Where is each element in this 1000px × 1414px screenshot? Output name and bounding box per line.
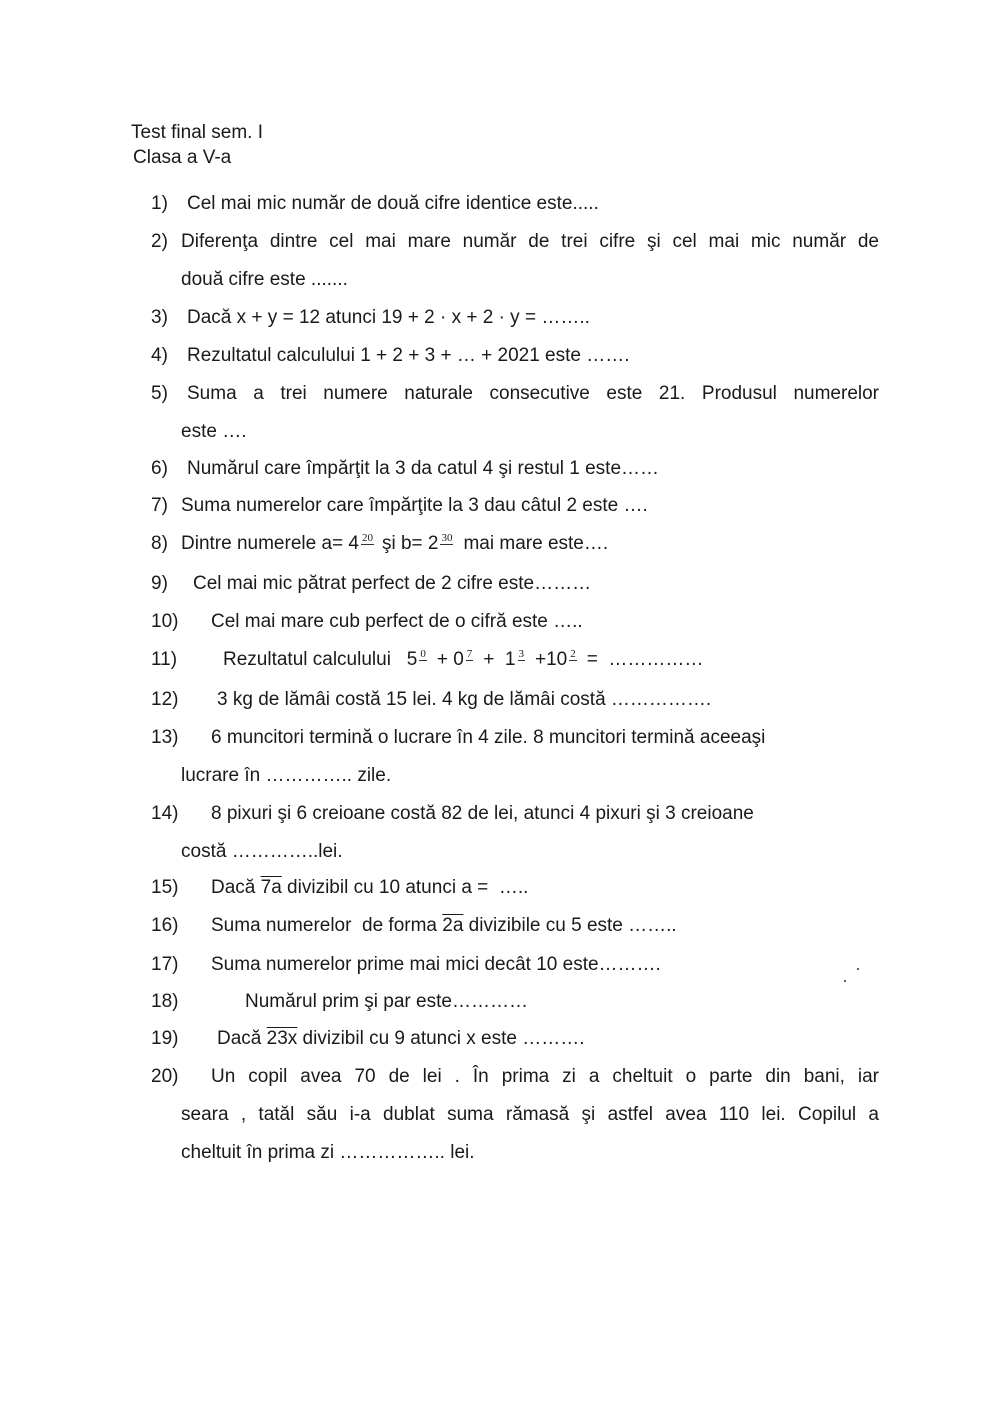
question-number: 8) bbox=[151, 533, 168, 554]
question-text-cont: este …. bbox=[181, 421, 247, 442]
question-number: 14) bbox=[151, 803, 179, 824]
exponent: 20 bbox=[361, 532, 373, 544]
question-10 bbox=[151, 603, 879, 641]
question-text-cont: cheltuit în prima zi …………….. lei. bbox=[181, 1142, 475, 1163]
question-text: +10 bbox=[535, 649, 568, 670]
question-text: Cel mai mic număr de două cifre identice este..... bbox=[187, 193, 599, 214]
question-text: Rezultatul calculului 1 + 2 + 3 + … + 2021 este ……. bbox=[187, 345, 630, 366]
question-text: 6 muncitori termină o lucrare în 4 zile. 8 muncitori termină aceeaşi bbox=[211, 727, 766, 748]
exponent: 7 bbox=[466, 648, 473, 660]
question-text: Numărul prim şi par este………… bbox=[245, 991, 528, 1012]
question-9 bbox=[151, 565, 879, 603]
exponent: 0 bbox=[420, 648, 426, 660]
question-number: 20) bbox=[151, 1066, 179, 1087]
stray-mark bbox=[857, 968, 859, 970]
question-text: Cel mai mic pătrat perfect de 2 cifre este……… bbox=[193, 573, 592, 594]
question-number: 13) bbox=[151, 727, 179, 748]
question-18 bbox=[151, 983, 879, 1021]
question-3 bbox=[151, 299, 879, 337]
question-number: 12) bbox=[151, 689, 179, 710]
exponent: 30 bbox=[441, 532, 453, 544]
overlined-number: 2a bbox=[442, 915, 464, 936]
question-11 bbox=[151, 641, 879, 679]
question-text: 3 kg de lămâi costă 15 lei. 4 kg de lămâi costă ……………. bbox=[217, 689, 712, 710]
question-14 bbox=[151, 795, 879, 871]
question-8 bbox=[151, 525, 879, 563]
question-number: 6) bbox=[151, 458, 168, 479]
question-text: Suma numerelor care împărţite la 3 dau câtul 2 este …. bbox=[181, 495, 648, 516]
question-text: şi b= 2 bbox=[381, 533, 439, 554]
question-6 bbox=[151, 450, 879, 488]
question-text: + 0 bbox=[436, 649, 464, 670]
question-12 bbox=[151, 681, 879, 719]
question-text: divizibil cu 9 atunci x este ………. bbox=[297, 1028, 585, 1049]
question-20 bbox=[151, 1058, 879, 1172]
question-number: 5) bbox=[151, 383, 168, 404]
question-text: = …………… bbox=[586, 649, 704, 670]
question-number: 7) bbox=[151, 495, 168, 516]
question-15 bbox=[151, 869, 879, 907]
question-text: Cel mai mare cub perfect de o cifră este ….. bbox=[211, 611, 583, 632]
overlined-number: 7a bbox=[260, 877, 282, 898]
test-header bbox=[131, 120, 263, 170]
question-text: Rezultatul calculului 5 bbox=[223, 649, 418, 670]
stray-mark bbox=[844, 980, 846, 982]
class-label: Clasa a V-a bbox=[133, 147, 232, 168]
question-number: 1) bbox=[151, 193, 168, 214]
question-number: 11) bbox=[151, 649, 178, 670]
question-4 bbox=[151, 337, 879, 375]
question-text: 8 pixuri şi 6 creioane costă 82 de lei, atunci 4 pixuri şi 3 creioane bbox=[211, 803, 754, 824]
question-text: mai mare este…. bbox=[463, 533, 609, 554]
question-number: 17) bbox=[151, 954, 179, 975]
question-text-cont: două cifre este ....... bbox=[181, 269, 348, 290]
question-number: 19) bbox=[151, 1028, 179, 1049]
question-text: Suma numerelor prime mai mici decât 10 este………. bbox=[211, 954, 661, 975]
question-text: Dacă x + y = 12 atunci 19 + 2 · x + 2 · y = …….. bbox=[187, 307, 590, 328]
question-text: divizibile cu 5 este …….. bbox=[463, 915, 677, 936]
question-text: divizibil cu 10 atunci a = ….. bbox=[281, 877, 529, 898]
test-title: Test final sem. I bbox=[131, 122, 263, 143]
question-number: 2) bbox=[151, 231, 168, 252]
exponent: 2 bbox=[570, 648, 576, 660]
question-text-cont: lucrare în ………….. zile. bbox=[181, 765, 392, 786]
question-number: 16) bbox=[151, 915, 179, 936]
question-5 bbox=[151, 375, 879, 451]
question-number: 4) bbox=[151, 345, 168, 366]
overlined-number: 23x bbox=[266, 1028, 298, 1049]
question-16 bbox=[151, 907, 879, 945]
question-text-cont: costă …………..lei. bbox=[181, 841, 343, 862]
question-number: 9) bbox=[151, 573, 168, 594]
question-13 bbox=[151, 719, 879, 795]
question-2 bbox=[151, 223, 879, 299]
question-text: Suma numerelor de forma bbox=[211, 915, 443, 936]
question-17 bbox=[151, 946, 879, 984]
question-7 bbox=[151, 487, 879, 525]
question-19 bbox=[151, 1020, 879, 1058]
question-text: + 1 bbox=[483, 649, 516, 670]
question-text: Dacă bbox=[211, 877, 261, 898]
question-text: Suma a trei numere naturale consecutive este 21. Produsul numerelor bbox=[187, 383, 879, 404]
question-text: Un copil avea 70 de lei . În prima zi a cheltuit o parte din bani, iar bbox=[211, 1066, 879, 1087]
question-number: 15) bbox=[151, 877, 179, 898]
exponent: 3 bbox=[518, 648, 525, 660]
question-text: Numărul care împărţit la 3 da catul 4 şi restul 1 este…… bbox=[187, 458, 660, 479]
question-1 bbox=[151, 185, 879, 223]
question-text: Diferenţa dintre cel mai mare număr de trei cifre şi cel mai mic număr de bbox=[181, 231, 879, 252]
question-text: Dacă bbox=[217, 1028, 267, 1049]
question-number: 3) bbox=[151, 307, 168, 328]
question-number: 10) bbox=[151, 611, 179, 632]
question-text: Dintre numerele a= 4 bbox=[181, 533, 359, 554]
question-text-cont: seara , tatăl său i-a dublat suma rămasă şi astfel avea 110 lei. Copilul a bbox=[181, 1104, 879, 1125]
question-number: 18) bbox=[151, 991, 179, 1012]
